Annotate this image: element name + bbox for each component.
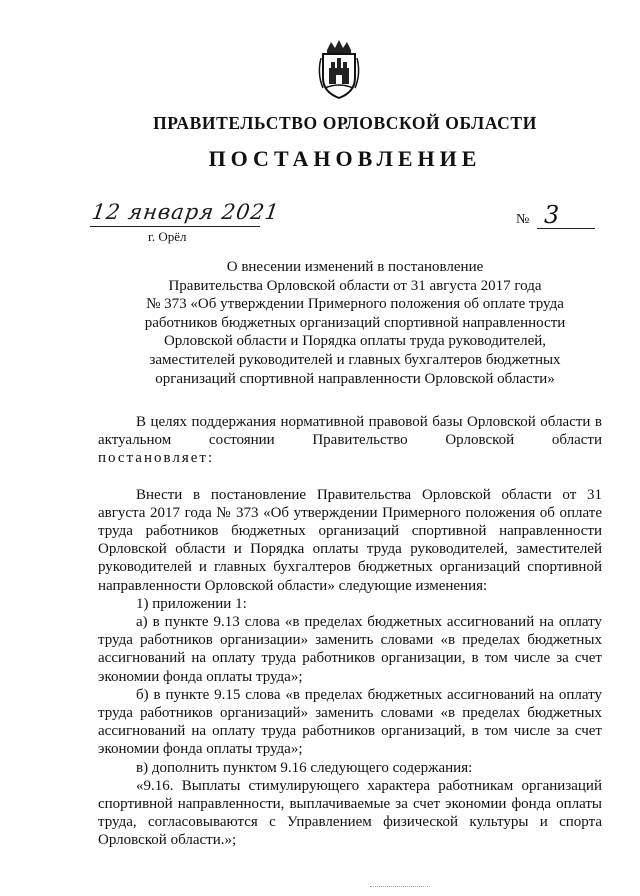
date-underline (90, 226, 260, 227)
item-9-16: «9.16. Выплаты стимулирующего характера работникам организаций спортивной направленности, выплачиваемые за счет экономии фонда оплаты труда, согласовываются с Управлением физической культуры и спорта Орловской области.»; (98, 777, 602, 849)
item-a: а) в пункте 9.13 слова «в пределах бюджетных ассигнований на оплату труда работников организации» заменить словами «в пределах бюджетных ассигнований на оплату труда работников организации, в том числе за счет экономии фонда оплаты труда»; (98, 614, 602, 685)
subject-line: заместителей руководителей и главных бухгалтеров бюджетных (149, 351, 561, 368)
coat-of-arms-icon (315, 38, 363, 100)
organization-title: ПРАВИТЕЛЬСТВО ОРЛОВСКОЙ ОБЛАСТИ (153, 113, 537, 133)
number-underline (537, 228, 595, 229)
intro-paragraph: Внести в постановление Правительства Орловской области от 31 августа 2017 года № 373 «Об утверждении Примерного положения об оплате труда работников бюджетных организаций спортивной направленности Орловской области и Порядка оплаты труда руководителей, заместителей руководителей и главных бухгалтеров бюджетных организаций спортивной направленности Орловской области» следующие изменения: (98, 486, 602, 594)
subject-line: Правительства Орловской области от 31 августа 2017 года (168, 277, 542, 294)
number-label: № (516, 212, 530, 227)
subject-line: № 373 «Об утверждении Примерного положения об оплате труда (146, 296, 564, 313)
item-1: 1) приложении 1: (136, 595, 247, 612)
subject-line: О внесении изменений в постановление (226, 259, 484, 275)
document-subject (120, 258, 590, 388)
subject-line: Орловской области и Порядка оплаты труда руководителей, (163, 333, 547, 350)
handwritten-date: 12 января 2021 (90, 200, 282, 224)
item-v: в) дополнить пунктом 9.16 следующего содержания: (136, 759, 473, 776)
document-type-title: ПОСТАНОВЛЕНИЕ (208, 146, 482, 171)
handwritten-number: 3 (544, 201, 560, 229)
subject-line: организаций спортивной направленности Орловской области» (155, 370, 555, 387)
resolves-word: постановляет: (98, 450, 215, 467)
preamble-paragraph: В целях поддержания нормативной правовой базы Орловской области в актуальном состоянии Правительство Орловской области (98, 414, 602, 449)
city-label: г. Орёл (148, 229, 187, 244)
page-bottom-mark (370, 886, 430, 891)
subject-line: работников бюджетных организаций спортивной направленности (144, 314, 566, 331)
item-b: б) в пункте 9.15 слова «в пределах бюджетных ассигнований на оплату труда работников организаций» заменить словами «в пределах бюджетных ассигнований на оплату труда работников организаций, в том числе за счет экономии фонда оплаты труда»; (98, 686, 602, 758)
document-body (98, 413, 602, 850)
